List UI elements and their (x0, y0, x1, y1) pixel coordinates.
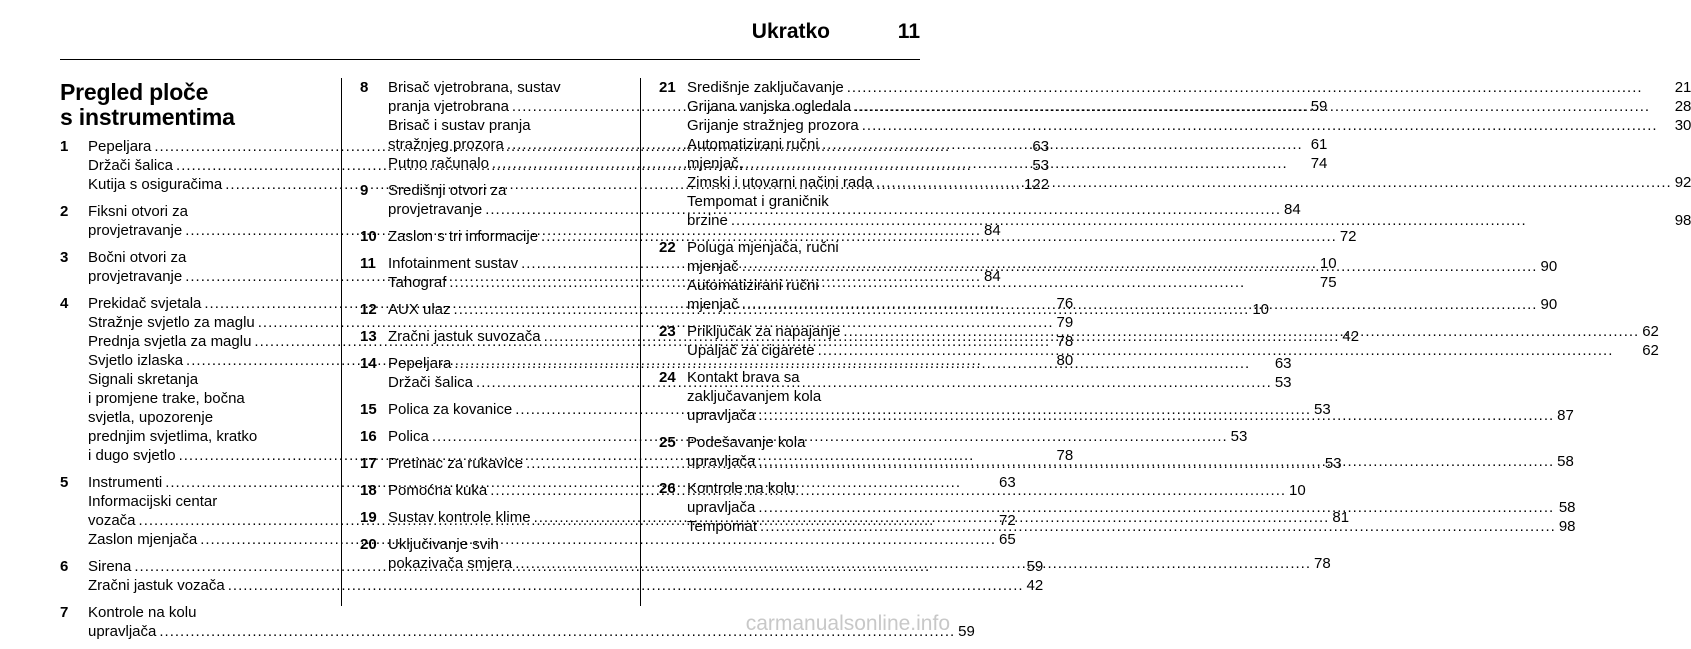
entry-text: Informacijski centar (88, 493, 218, 510)
entry-number: 16 (360, 428, 377, 445)
page-reference: 90 (1540, 296, 1558, 313)
entry-line (687, 295, 1557, 314)
entry-text: Kontrole na kolu (88, 604, 197, 621)
page-reference: 90 (1540, 258, 1558, 275)
entry-text: Infotainment sustav (388, 255, 519, 272)
entry-number: 24 (659, 369, 676, 386)
entry-line (687, 322, 1659, 341)
entry-line (687, 368, 1574, 387)
entry-text: Polica za kovanice (388, 401, 513, 418)
entry-body (687, 433, 1574, 471)
entry-line (687, 452, 1574, 471)
entry-line (687, 154, 1691, 173)
page-number: 11 (897, 20, 920, 43)
entry-number: 25 (659, 434, 676, 451)
entry-text: Automatizirani ručni (687, 277, 819, 294)
entry-text: Grijanje stražnjeg prozora (687, 117, 859, 134)
page-reference: 98 (1558, 518, 1576, 535)
entry-number: 22 (659, 239, 676, 256)
entry-text: Zimski i utovarni načini rada (687, 174, 873, 191)
entry-text: Upaljač za cigarete (687, 342, 815, 359)
entry-text: upravljača (687, 499, 756, 516)
entry-number: 9 (360, 182, 369, 199)
entry-text: Kontrole na kolu (687, 480, 796, 497)
dot-leader (854, 97, 1671, 116)
entry-text: Bočni otvori za (88, 249, 187, 266)
entry-text: Zračni jastuk suvozača (388, 328, 541, 345)
entry-text: Prednja svjetla za maglu (88, 333, 252, 350)
entry-number: 12 (360, 301, 377, 318)
entry-text: AUX ulaz (388, 301, 451, 318)
entry-line (687, 341, 1659, 360)
page-reference: 10 (1319, 255, 1337, 272)
entry-number: 5 (60, 474, 69, 491)
entry-text: Pepeljara (88, 138, 152, 155)
page-reference: 78 (1056, 447, 1074, 464)
entry-line (687, 257, 1557, 276)
entry-text: pranja vjetrobrana (388, 98, 509, 115)
dot-leader (847, 78, 1672, 97)
page-reference: 75 (1319, 274, 1337, 291)
page-reference: 122 (1024, 176, 1050, 193)
entry-text: Držači šalica (88, 157, 174, 174)
entry-number: 13 (360, 328, 377, 345)
entry-text: brzine (687, 212, 728, 229)
page-reference: 53 (1230, 428, 1248, 445)
page-reference: 63 (1274, 355, 1292, 372)
entry-number: 26 (659, 480, 676, 497)
watermark: carmanualsonline.info (745, 612, 950, 635)
page-reference: 79 (1056, 314, 1074, 331)
entry-text: Fiksni otvori za (88, 203, 189, 220)
entry-number: 21 (659, 79, 676, 96)
entry-text: upravljača (88, 623, 157, 640)
entry-number: 15 (360, 401, 377, 418)
entry-number: 2 (60, 203, 69, 220)
page-reference: 84 (984, 222, 1001, 239)
page-reference: 21 (1674, 79, 1691, 96)
entry-text: Instrumenti (88, 474, 163, 491)
entry-text: Kontakt brava sa (687, 369, 800, 386)
entry-text: prednjim svjetlima, kratko (88, 428, 258, 445)
page-reference: 78 (1314, 555, 1331, 572)
page-reference: 61 (1310, 136, 1328, 153)
page-reference: 58 (1557, 453, 1574, 470)
entry-number: 10 (360, 228, 377, 245)
entry-text: Pretinac za rukavice (388, 455, 524, 472)
entry-text: zaključavanjem kola (687, 388, 822, 405)
page-reference: 53 (1274, 374, 1292, 391)
entry-text: Sirena (88, 558, 132, 575)
entry-text: Automatizirani ručni (687, 136, 819, 153)
entry-body (687, 78, 1691, 230)
page-reference: 81 (1332, 509, 1350, 526)
page-reference: 74 (1310, 155, 1328, 172)
entry-text: upravljača (687, 407, 756, 424)
page-reference: 28 (1674, 98, 1691, 115)
page-reference: 62 (1642, 342, 1659, 359)
entry-number: 8 (360, 79, 369, 96)
page-reference: 10 (1252, 301, 1270, 318)
page-reference: 84 (1284, 201, 1301, 218)
dot-leader (818, 341, 1640, 360)
entry-line (687, 276, 1557, 295)
entry-body (687, 368, 1574, 425)
entry-text: Pepeljara (388, 355, 452, 372)
page-reference: 30 (1674, 117, 1691, 134)
page-reference: 65 (999, 531, 1016, 548)
entry-text: Putno računalo (388, 155, 489, 172)
entry-number: 23 (659, 323, 676, 340)
entry-number: 17 (360, 455, 377, 472)
dot-leader (742, 295, 1538, 314)
page-reference: 53 (1032, 157, 1050, 174)
page-header-title: Ukratko (751, 20, 830, 43)
entry-number: 1 (60, 138, 69, 155)
entry-text: Brisač i sustav pranja (388, 117, 531, 134)
page-reference: 63 (999, 474, 1016, 491)
dot-leader (228, 576, 1024, 595)
entry-text: Polica (388, 428, 429, 445)
entry-text: Svjetlo izlaska (88, 352, 184, 369)
page-reference: 42 (1026, 577, 1044, 594)
dot-leader (731, 211, 1672, 230)
entry-number: 18 (360, 482, 377, 499)
entry-number: 7 (60, 604, 69, 621)
entry-text: Pomoćna kuka (388, 482, 488, 499)
dot-leader (758, 406, 1554, 425)
entry-text: Zaslon mjenjača (88, 531, 198, 548)
entry-line (687, 406, 1574, 425)
entry-text: mjenjač (687, 296, 739, 313)
entry-number: 3 (60, 249, 69, 266)
entry-text: upravljača (687, 453, 756, 470)
entry-text: provjetravanje (88, 268, 183, 285)
entry-number: 11 (360, 255, 376, 272)
dot-leader (515, 554, 1311, 573)
entry-text: Podešavanje kola (687, 434, 806, 451)
entry-line (687, 387, 1574, 406)
entry-text: pokazivača smjera (388, 555, 513, 572)
entry-text: vozača (88, 512, 136, 529)
header-divider (60, 59, 920, 60)
entry-text: mjenjač, (687, 155, 743, 172)
entry-number: 20 (360, 536, 377, 553)
entry-number: 19 (360, 509, 377, 526)
entry-text: Brisač vjetrobrana, sustav (388, 79, 561, 96)
dot-leader (758, 498, 1555, 517)
entry-text: Priključak za napajanje (687, 323, 841, 340)
entry-number: 4 (60, 295, 69, 312)
entry-text: Kutija s osiguračima (88, 176, 223, 193)
dot-leader (862, 116, 1672, 135)
entry-text: Signali skretanja (88, 371, 199, 388)
entry-body (687, 479, 1576, 536)
dot-leader (843, 322, 1639, 341)
entry-line (388, 554, 1331, 573)
entry-text: i dugo svjetlo (88, 447, 176, 464)
page-reference: 59 (1026, 558, 1044, 575)
page-reference: 58 (1558, 499, 1576, 516)
entry-text: stražnjeg prozora (388, 136, 504, 153)
section-title: Pregled ploče s instrumentima (60, 79, 235, 130)
entry-line (687, 135, 1691, 154)
entry-text: Poluga mjenjača, ručni (687, 239, 839, 256)
entry-line (687, 238, 1557, 257)
page-reference: 87 (1557, 407, 1574, 424)
entry-text: Sustav kontrole klime (388, 509, 531, 526)
entry-line (687, 116, 1691, 135)
entry-text: Držači šalica (388, 374, 474, 391)
entry-line (687, 479, 1576, 498)
entry-body (687, 238, 1557, 314)
page-reference: 59 (958, 623, 975, 640)
entry-body (687, 322, 1659, 360)
page-reference: 10 (1289, 482, 1306, 499)
dot-leader (876, 173, 1672, 192)
page-reference: 84 (984, 268, 1001, 285)
entry-number: 6 (60, 558, 69, 575)
entry-line (687, 78, 1691, 97)
page-reference: 63 (1032, 138, 1050, 155)
dot-leader (760, 517, 1556, 536)
page-reference: 92 (1674, 174, 1691, 191)
page-reference: 42 (1342, 328, 1360, 345)
page-reference: 72 (1339, 228, 1357, 245)
dot-leader (742, 257, 1538, 276)
page-reference: 78 (1056, 333, 1074, 350)
page-reference: 76 (1056, 295, 1074, 312)
entry-text: svjetla, upozorenje (88, 409, 214, 426)
entry-text: Središnje zaključavanje (687, 79, 844, 96)
entry-line (687, 173, 1691, 192)
entry-text: Stražnje svjetlo za maglu (88, 314, 255, 331)
entry-text: Prekidač svjetala (88, 295, 202, 312)
entry-text: Tempomat i graničnik (687, 193, 829, 210)
entry-line (687, 211, 1691, 230)
page-reference: 59 (1310, 98, 1328, 115)
entry-line (687, 433, 1574, 452)
entry-text: Središnji otvori za (388, 182, 507, 199)
entry-line (687, 498, 1576, 517)
entry-text: i promjene trake, bočna (88, 390, 245, 407)
entry-text: Tahograf (388, 274, 447, 291)
entry-text: provjetravanje (388, 201, 483, 218)
entry-line (687, 97, 1691, 116)
entry-line (687, 192, 1691, 211)
page-reference: 72 (999, 512, 1016, 529)
page-reference: 80 (1056, 352, 1074, 369)
entry-text: Zaslon s tri informacije (388, 228, 539, 245)
dot-leader (758, 452, 1554, 471)
page-reference: 62 (1642, 323, 1659, 340)
page-reference: 53 (1324, 455, 1342, 472)
entry-text: Grijana vanjska ogledala (687, 98, 852, 115)
entry-text: Uključivanje svih (388, 536, 499, 553)
entry-number: 14 (360, 355, 377, 372)
entry-text: mjenjač (687, 258, 739, 275)
entry-text: Tempomat (687, 518, 758, 535)
page-reference: 98 (1674, 212, 1691, 229)
entry-text: Zračni jastuk vozača (88, 577, 225, 594)
entry-line (687, 517, 1576, 536)
entry-text: provjetravanje (88, 222, 183, 239)
page-reference: 53 (1314, 401, 1331, 418)
